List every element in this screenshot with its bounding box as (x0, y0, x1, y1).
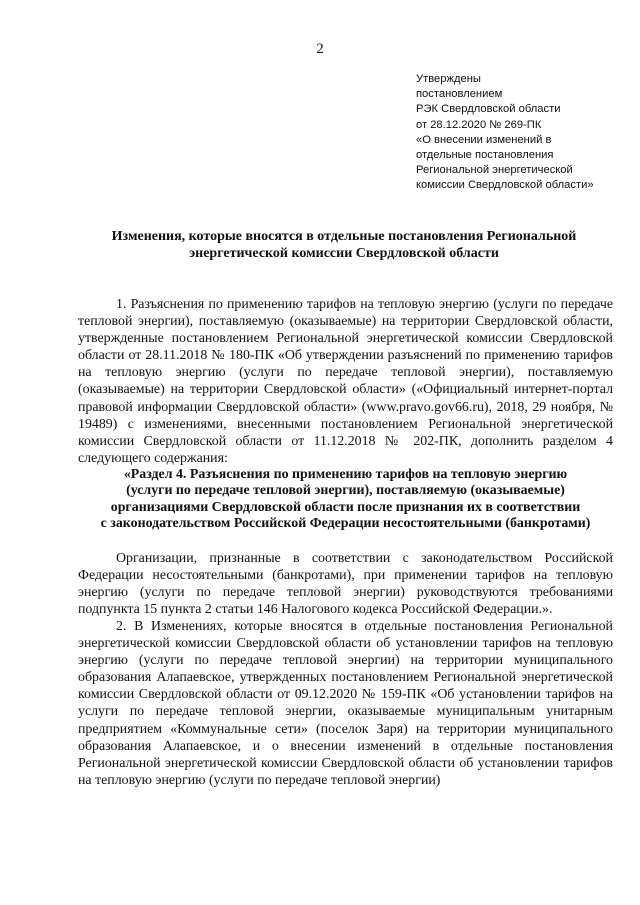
section-heading-line: (услуги по передаче тепловой энергии), поставляемую (оказываемые) (126, 483, 565, 499)
approval-line: отдельные постановления (416, 149, 554, 162)
document-title (70, 228, 618, 262)
section-heading-line: «Раздел 4. Разъяснения по применению тарифов на тепловую энергию (123, 466, 568, 482)
section-heading-line: организациями Свердловской области после признания их в соответствии (110, 499, 581, 515)
approval-line: Региональной энергетической (416, 164, 573, 177)
spacer (78, 533, 613, 550)
approval-line: Утверждены (416, 73, 481, 85)
approval-line: комиссии Свердловской области» (416, 179, 594, 192)
approval-block (416, 72, 626, 194)
paragraph-2: 2. В Изменениях, которые вносятся в отдельные постановления Региональной энергетической комиссии Свердловской области об установлении тарифов на тепловую энергию (услуги по передаче тепловой энергии) на территории муниципального образования Алапаевское, утвержденных постановлением Региональной энергетической комиссии Свердловской области от 09.12.2020 № 159-ПК «Об установлении тарифов на услуги по передаче тепловой энергии, оказываемые муниципальным унитарным предприятием «Коммунальные сети» (поселок Заря) на территории муниципального образования Алапаевское, и о внесении изменений в отдельные постановления Региональной энергетической комиссии Свердловской области об установлении тарифов на тепловую энергию (услуги по передаче тепловой энергии) (78, 618, 613, 788)
page-number: 2 (316, 41, 324, 57)
paragraph-1: 1. Разъяснения по применению тарифов на тепловую энергию (услуги по передаче тепловой энергии), поставляемую (оказываемые) на территории Свердловской области, утвержденные постановлением Региональной энергетической комиссии Свердловской области от 28.11.2018 № 180-ПК «Об утверждении разъяснений по применению тарифов на тепловую энергию (услуги по передаче тепловой энергии), поставляемую (оказываемые) на территории Свердловской области» («Официальный интернет-портал правовой информации Свердловской области» (www.pravo.gov66.ru), 2018, 29 ноября, № 19489) с изменениями, внесенными постановлением Региональной энергетической комиссии Свердловской области от 11.12.2018 № 202-ПК, дополнить разделом 4 следующего содержания: (78, 297, 613, 466)
title-line: Изменения, которые вносятся в отдельные постановления Региональной (111, 229, 577, 244)
section-4-text: Организации, признанные в соответствии с законодательством Российской Федерации несостоятельными (банкротами), при применении тарифов на тепловую энергию (услуги по передаче тепловой энергии) руководствуются требованиями подпункта 15 пункта 2 статьи 146 Налогового кодекса Российской Федерации.». (78, 550, 613, 617)
title-line: энергетической комиссии Свердловской области (189, 246, 499, 261)
approval-line: РЭК Свердловской области (416, 103, 561, 116)
section-4-heading (78, 467, 613, 533)
section-heading-line: с законодательством Российской Федерации несостоятельными (банкротами) (100, 516, 591, 532)
approval-line: от 28.12.2020 № 269-ПК (416, 118, 542, 131)
approval-line: «О внесении изменений в (416, 133, 552, 146)
document-body (78, 296, 613, 789)
approval-line: постановлением (416, 88, 503, 101)
